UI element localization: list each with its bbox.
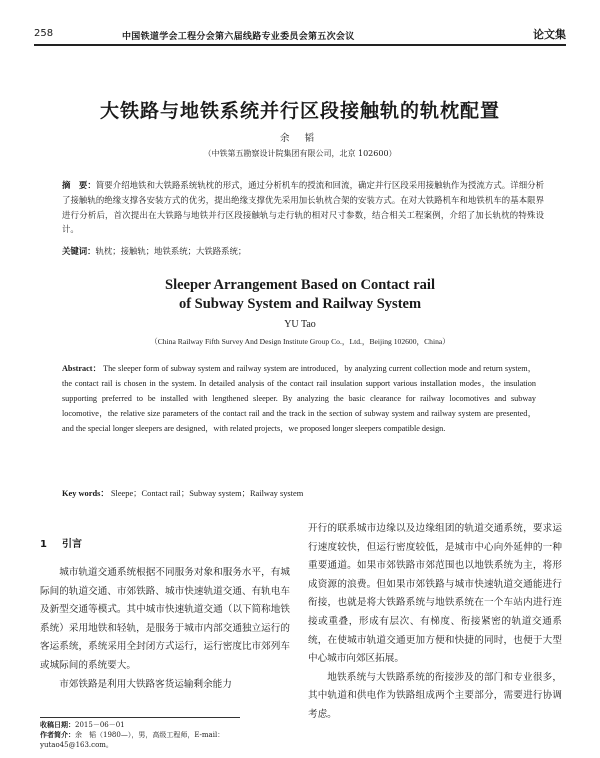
keywords-text-english: Sleepe；Contact rail；Subway system；Railway system <box>110 489 304 498</box>
section-title: 引言 <box>62 539 82 550</box>
title-english-line-2: of Subway System and Railway System <box>178 296 422 312</box>
conference-name: 中国铁道学会工程分会第六届线路专业委员会第五次会议 <box>122 32 355 42</box>
affiliation-english: （China Railway Fifth Survey And Design Institute Group Co.，Ltd.，Beijing 102600，China） <box>150 337 450 346</box>
body-paragraph-2-start: 市郊铁路是利用大铁路客货运输剩余能力 <box>59 678 232 690</box>
author-bio: 余 韬（1980—），男，高级工程师，E-mail：yutao45@163.com。 <box>40 731 225 749</box>
section-heading-introduction <box>40 535 290 550</box>
body-column-right <box>308 520 562 725</box>
keywords-english <box>62 487 536 499</box>
author-bio-label: 作者简介： <box>40 731 75 739</box>
footnote-rule <box>40 717 240 718</box>
affiliation-chinese: （中铁第五勘察设计院集团有限公司，北京 102600） <box>203 149 397 158</box>
abstract-text-english: The sleeper form of subway system and railway system are introduced，by analyzing current collection mode and return system，the contact rail is chosen in the system. In detailed analysis of the contact rail insulation support various installation modes，the insulation supporting preferred to be installed with lengthened sleeper. By analyzing the basic clearance for railway locomotives and subway locomotive，the relative size parameters of the contact rail and the track in the section of subway system and railway system are presented，and the special longer sleepers are designed，with related projects，we proposed longer sleepers compatible design. <box>62 364 536 434</box>
footnote <box>40 720 290 750</box>
page-number: 258 <box>34 28 54 39</box>
abstract-chinese <box>62 178 544 237</box>
abstract-english <box>62 361 536 436</box>
paper-title-english <box>40 276 560 314</box>
body-paragraph-2-continued: 开行的联系城市边缘以及边缘组团的轨道交通系统，要求运行速度较快，但运行密度较低，是城市中心向外延伸的一种重要通道。如果市郊铁路市郊范围也以地铁系统为主，将形成资源的浪费。但如果市郊铁路与城市快速轨道交通能进行衔接，也就是将大铁路系统与地铁系统在一个车站内进行连接或重叠，形成有层次、有梯度、衔接紧密的轨道交通系统，在使城市轨道交通更加方便和快捷的同时，也便于大型中心城市向郊区拓展。 <box>308 523 562 665</box>
keywords-label-chinese: 关键词： <box>62 246 96 256</box>
received-date-line <box>40 720 290 730</box>
author-chinese: 余 韬 <box>279 133 321 144</box>
received-label: 收稿日期： <box>40 721 75 729</box>
section-number: 1 <box>40 539 47 550</box>
received-date: 2015－06－01 <box>75 721 125 729</box>
header-rule <box>34 44 566 46</box>
title-english-line-1: Sleeper Arrangement Based on Contact rail <box>165 277 435 293</box>
abstract-label-english: Abstract： <box>62 364 101 373</box>
author-english: YU Tao <box>284 319 316 330</box>
paper-title-chinese: 大铁路与地铁系统并行区段接触轨的轨枕配置 <box>99 100 500 122</box>
abstract-label-chinese: 摘 要： <box>62 180 96 190</box>
author-bio-line <box>40 730 290 750</box>
running-header <box>34 26 566 42</box>
keywords-label-english: Key words： <box>62 489 109 498</box>
abstract-text-chinese: 简要介绍地铁和大铁路系统轨枕的形式，通过分析机车的授流和回流，确定并行区段采用接触轨作为授流方式。详细分析了接触轨的绝缘支撑各安装方式的优劣，提出绝缘支撑优先采用加长轨枕合架的安装方式。在对大铁路机车和地铁机车的基本限界进行分析后，首次提出在大铁路与地铁并行区段接触轨与走行轨的相对尺寸参数，结合相关工程案例，介绍了加长轨枕的特殊设计。 <box>62 180 545 235</box>
section-label: 论文集 <box>533 28 566 41</box>
body-paragraph-1: 城市轨道交通系统根据不同服务对象和服务水平，有城际间的轨道交通、市郊铁路、城市快速轨道交通、有轨电车及新型交通等模式。其中城市快速轨道交通（以下简称地铁系统）采用地铁和轻轨，是服务于城市内部交通独立运行的客运系统，系统采用全封闭方式运行，运行密度比市郊列车或城际间的系统要大。 <box>40 567 290 671</box>
body-paragraph-3: 地铁系统与大铁路系统的衔接涉及的部门和专业很多，其中轨道和供电作为铁路组成两个主要部分，需要进行协调考虑。 <box>308 671 562 720</box>
keywords-text-chinese: 轨枕；接触轨；地铁系统；大铁路系统； <box>95 246 247 256</box>
body-column-left <box>40 535 290 694</box>
keywords-chinese <box>62 244 544 258</box>
